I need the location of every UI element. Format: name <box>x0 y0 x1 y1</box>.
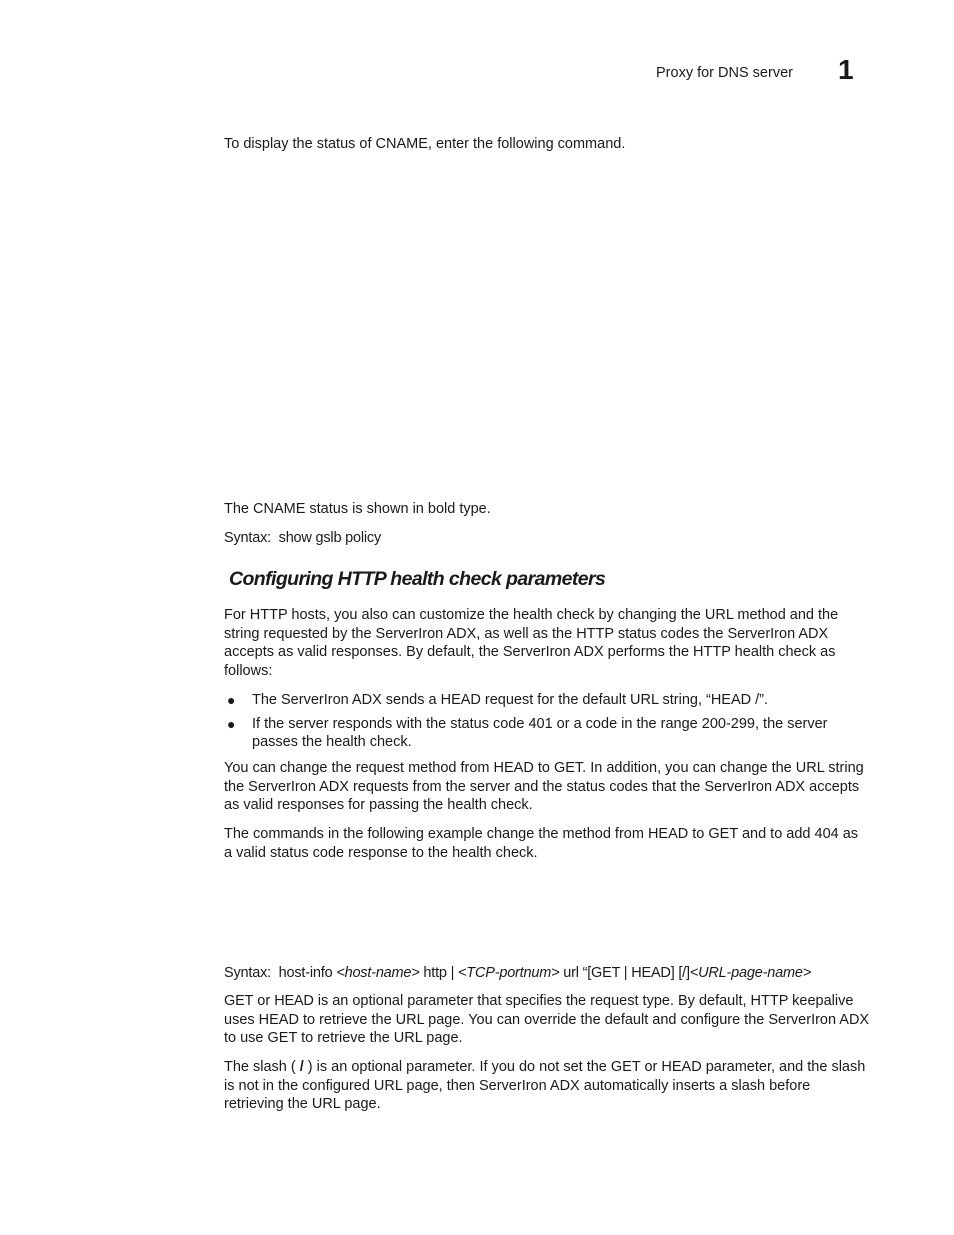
syntax-variable: <TCP-portnum> <box>458 965 560 981</box>
syntax-keyword: host-info <box>278 965 333 981</box>
paragraph-http-hosts: For HTTP hosts, you also can customize the health check by changing the URL method and the string requested by the ServerIron ADX, as well as the HTTP status codes the ServerIron ADX accepts as valid responses. By default, the ServerIron ADX performs the HTTP health check as follows: <box>224 607 839 679</box>
keyword-get: GET <box>224 993 254 1009</box>
syntax-show-gslb <box>224 529 870 548</box>
syntax-keyword: url “[GET | HEAD] [/] <box>563 965 690 981</box>
word-or: or <box>257 993 271 1009</box>
cname-status-paragraph: The CNAME status is shown in bold type. <box>224 501 491 517</box>
chapter-number: 1 <box>838 54 854 85</box>
syntax-variable: <URL-page-name> <box>689 965 811 981</box>
bullet-list <box>224 691 870 757</box>
paragraph-example: The commands in the following example change the method from HEAD to GET and to add 404 as a valid status code response to the health check. <box>224 826 859 861</box>
syntax-host-info <box>224 964 870 983</box>
keyword-head: HEAD <box>274 993 314 1009</box>
paragraph-text: ) is an optional parameter. If you do not set the GET or HEAD parameter, and the slash is not in the configured URL page, then ServerIron ADX automatically inserts a slash before retrieving the URL page. <box>224 1059 866 1113</box>
intro-paragraph: To display the status of CNAME, enter the following command. <box>224 136 626 152</box>
keyword-slash: / <box>299 1059 304 1075</box>
bullet-icon: ● <box>227 715 236 732</box>
list-item-text: The ServerIron ADX sends a HEAD request for the default URL string, “HEAD /”. <box>252 692 769 708</box>
paragraph-text: is an optional parameter that specifies the request type. By default, HTTP keepalive uses HEAD to retrieve the URL page. You can override the default and configure the ServerIron ADX to use GET to retrieve the URL page. <box>224 993 870 1047</box>
syntax-variable: <host-name> <box>336 965 420 981</box>
list-item-text: If the server responds with the status code 401 or a code in the range 200-299, the server passes the health check. <box>252 715 828 751</box>
paragraph-change-method: You can change the request method from HEAD to GET. In addition, you can change the URL string the ServerIron ADX requests from the server and the status codes that the ServerIron ADX accepts as valid responses for passing the health check. <box>224 760 864 814</box>
page-header-title: Proxy for DNS server <box>656 65 793 81</box>
list-item <box>224 715 870 752</box>
syntax-label: Syntax: <box>224 965 271 981</box>
paragraph-slash <box>224 1058 870 1114</box>
paragraph-get-head <box>224 992 870 1048</box>
list-item <box>224 691 870 710</box>
paragraph-text: The slash ( <box>224 1059 300 1075</box>
section-heading: Configuring HTTP health check parameters <box>229 568 606 590</box>
syntax-command: show gslb policy <box>278 530 382 546</box>
bullet-icon: ● <box>227 692 236 708</box>
syntax-label: Syntax: <box>224 530 271 546</box>
syntax-keyword: http | <box>423 965 455 981</box>
